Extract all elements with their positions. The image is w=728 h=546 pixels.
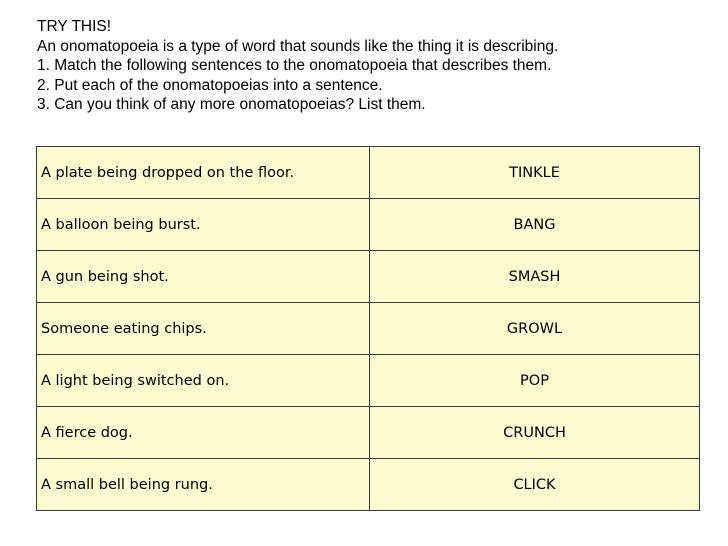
instructions-block (37, 17, 717, 115)
table-row (37, 355, 700, 407)
sentence-cell: A small bell being rung. (37, 459, 370, 511)
table-row (37, 407, 700, 459)
onomatopoeia-cell: POP (370, 355, 700, 407)
instructions-intro: An onomatopoeia is a type of word that sounds like the thing it is describing. (37, 37, 559, 55)
onomatopoeia-cell: SMASH (370, 251, 700, 303)
onomatopoeia-cell: TINKLE (370, 147, 700, 199)
sentence-cell: A plate being dropped on the floor. (37, 147, 370, 199)
instructions-heading: TRY THIS! (37, 18, 112, 35)
instruction-step-3: 3. Can you think of any more onomatopoeias? List them. (37, 96, 426, 113)
onomatopoeia-cell: CLICK (370, 459, 700, 511)
instruction-step-1: 1. Match the following sentences to the onomatopoeia that describes them. (37, 57, 552, 74)
instruction-step-2: 2. Put each of the onomatopoeias into a sentence. (37, 76, 383, 94)
sentence-cell: A balloon being burst. (37, 199, 370, 251)
onomatopoeia-cell: GROWL (370, 303, 700, 355)
matching-table (36, 146, 700, 511)
table-row (37, 303, 700, 355)
sentence-cell: Someone eating chips. (37, 303, 370, 355)
onomatopoeia-cell: CRUNCH (370, 407, 700, 459)
onomatopoeia-cell: BANG (370, 199, 700, 251)
sentence-cell: A light being switched on. (37, 355, 370, 407)
table-row (37, 199, 700, 251)
sentence-cell: A fierce dog. (37, 407, 370, 459)
table-row (37, 459, 700, 511)
table-row (37, 251, 700, 303)
sentence-cell: A gun being shot. (37, 251, 370, 303)
table-row (37, 147, 700, 199)
